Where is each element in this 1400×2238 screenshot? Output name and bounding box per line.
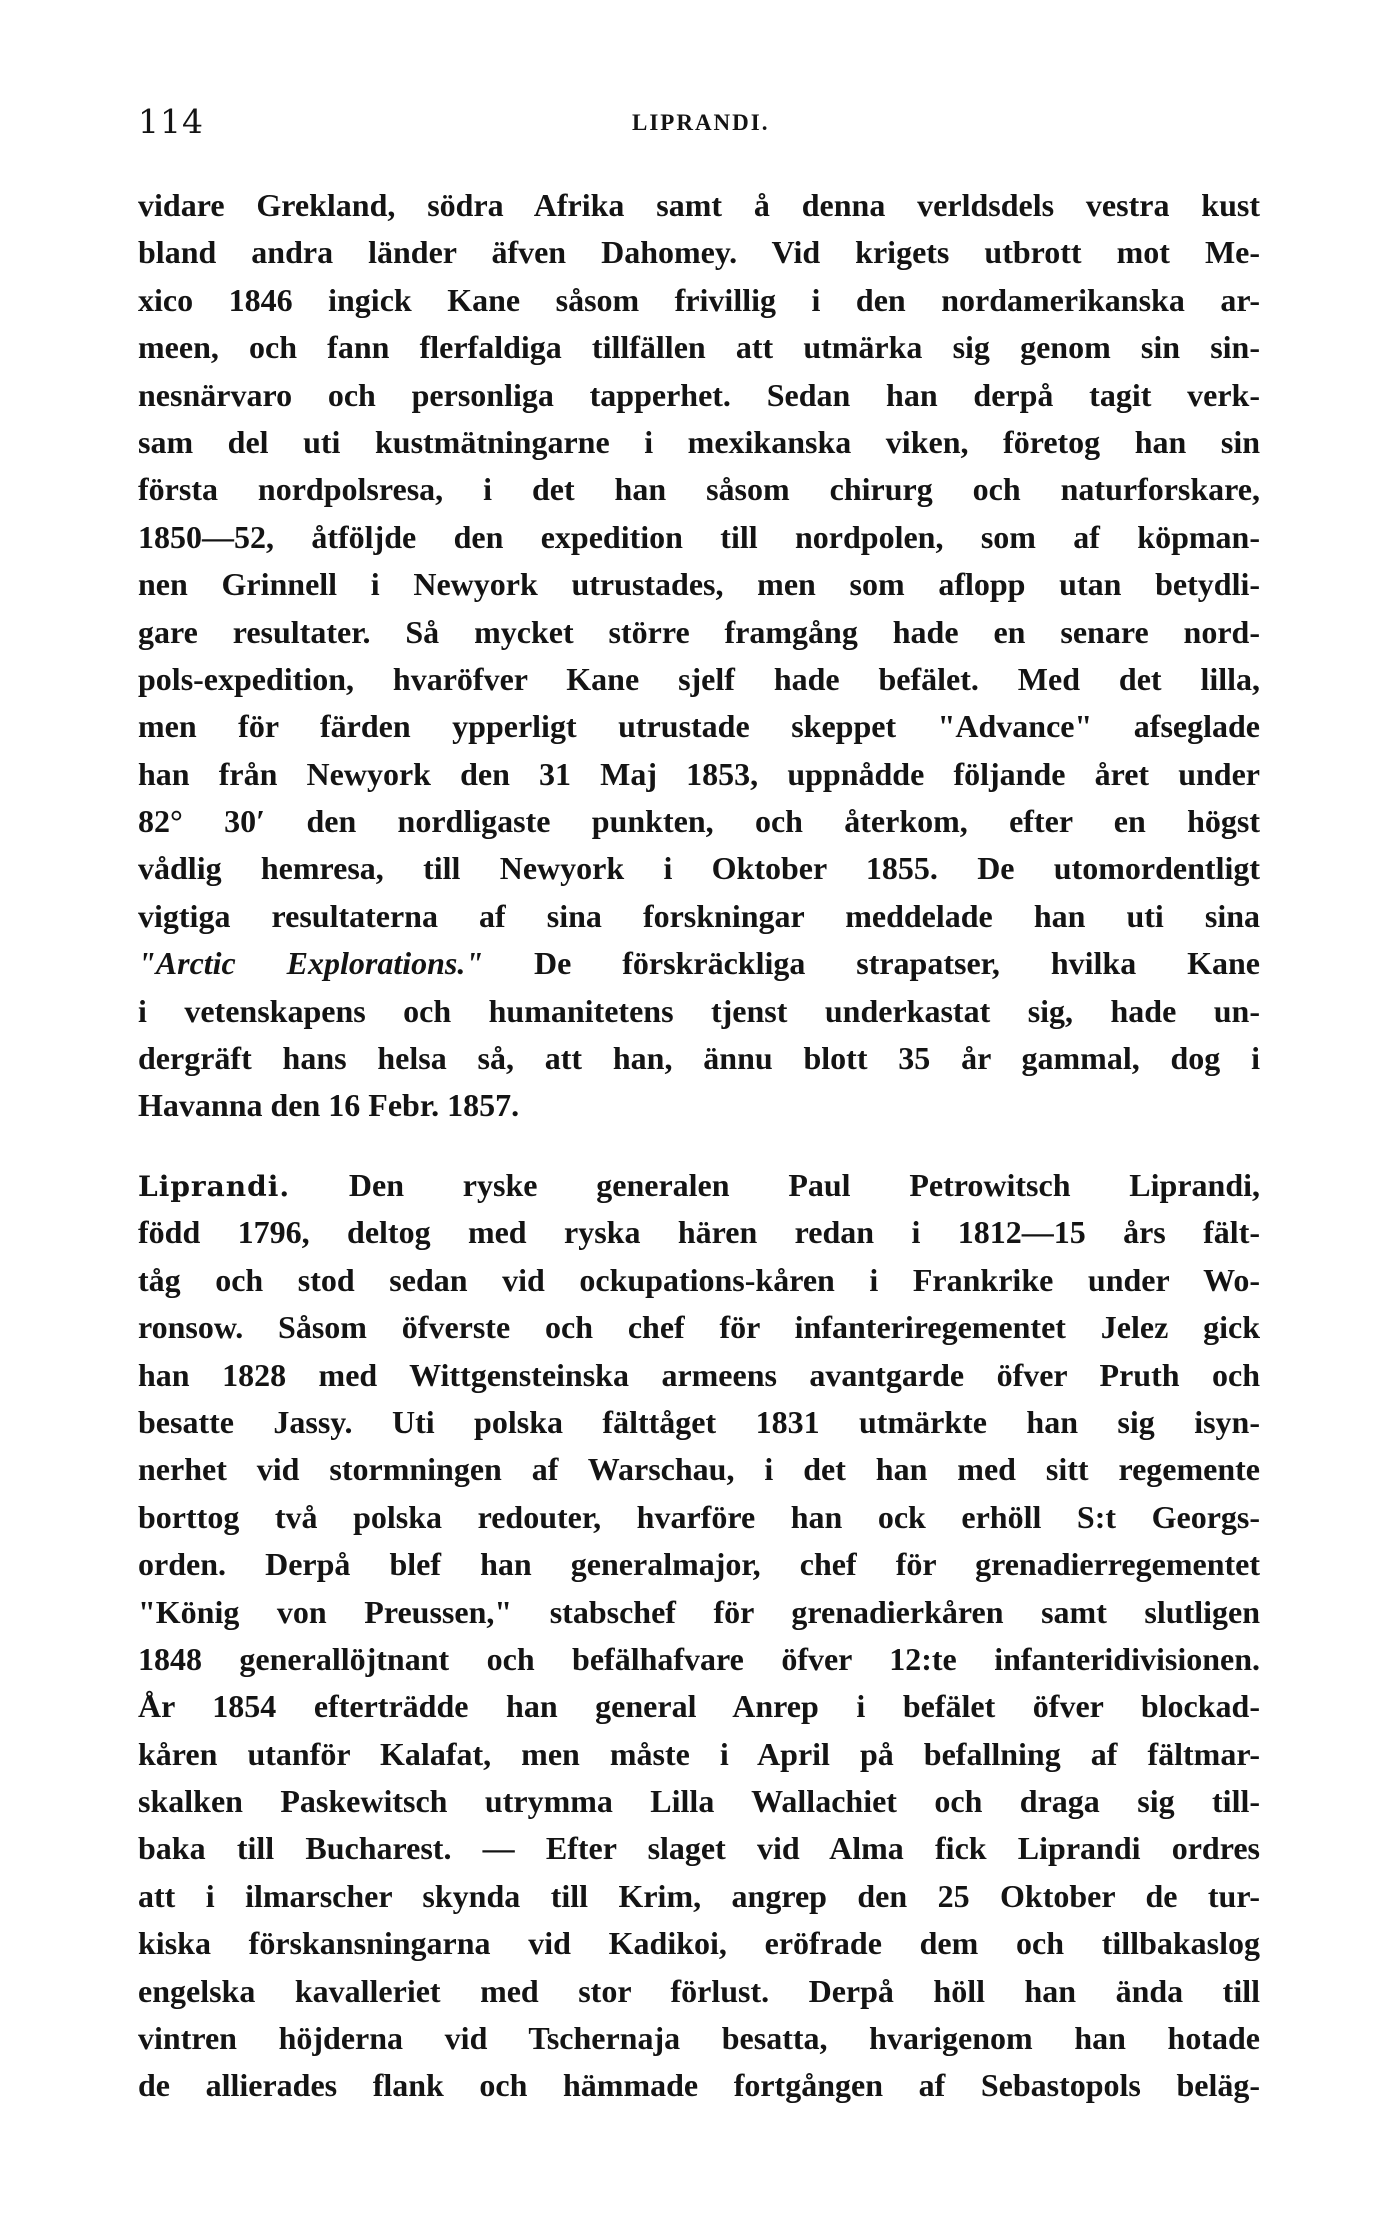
- text-line: men för färden ypperligt utrustade skeppet "Advance" afseglade: [138, 708, 1260, 745]
- text-line: 82° 30′ den nordligaste punkten, och återkom, efter en högst: [138, 803, 1260, 840]
- text-line: bland andra länder äfven Dahomey. Vid krigets utbrott mot Me-: [138, 234, 1260, 271]
- text-line: pols-expedition, hvaröfver Kane sjelf hade befälet. Med det lilla,: [138, 660, 1260, 697]
- text-line: År 1854 efterträdde han general Anrep i befälet öfver blockad-: [138, 1688, 1260, 1725]
- text-line: kåren utanför Kalafat, men måste i April på befallning af fältmar-: [138, 1735, 1260, 1772]
- text-fragment: Den ryske generalen Paul Petrowitsch Liprandi,: [290, 1167, 1260, 1203]
- text-line: gare resultater. Så mycket större framgång hade en senare nord-: [138, 613, 1260, 650]
- text-line: de allierades flank och hämmade fortgången af Sebastopols beläg-: [138, 2067, 1260, 2104]
- text-line: Havanna den 16 Febr. 1857.: [138, 1087, 520, 1124]
- text-line: baka till Bucharest. — Efter slaget vid Alma fick Liprandi ordres: [138, 1830, 1260, 1867]
- text-line: tåg och stod sedan vid ockupations-kåren i Frankrike under Wo-: [138, 1261, 1260, 1298]
- paragraph-kane: [138, 182, 1260, 1130]
- running-head: [138, 102, 1260, 152]
- text-line: borttog två polska redouter, hvarföre han ock erhöll S:t Georgs-: [138, 1498, 1260, 1535]
- text-line: ronsow. Såsom öfverste och chef för infanteriregementet Jelez gick: [138, 1309, 1260, 1346]
- text-line: 1850—52, åtföljde den expedition till nordpolen, som af köpman-: [138, 518, 1260, 555]
- text-line: skalken Paskewitsch utrymma Lilla Wallachiet och draga sig till-: [138, 1783, 1260, 1820]
- text-line: nesnärvaro och personliga tapperhet. Sedan han derpå tagit verk-: [138, 376, 1260, 413]
- text-line: han 1828 med Wittgensteinska armeens avantgarde öfver Pruth och: [138, 1356, 1260, 1393]
- text-line: nerhet vid stormningen af Warschau, i det han med sitt regemente: [138, 1451, 1260, 1488]
- text-line: vådlig hemresa, till Newyork i Oktober 1855. De utomordentligt: [138, 850, 1260, 887]
- text-line: "König von Preussen," stabschef för grenadierkåren samt slutligen: [138, 1593, 1260, 1630]
- text-line: vidare Grekland, södra Afrika samt å denna verldsdels vestra kust: [138, 187, 1260, 223]
- paragraph-liprandi: [138, 1162, 1260, 2110]
- text-line: nen Grinnell i Newyork utrustades, men som aflopp utan betydli-: [138, 566, 1260, 603]
- text-line: dergräft hans helsa så, att han, ännu blott 35 år gammal, dog i: [138, 1040, 1260, 1077]
- text-line: vintren höjderna vid Tschernaja besatta, hvarigenom han hotade: [138, 2020, 1260, 2057]
- text-line-with-headword: [138, 1162, 1260, 1209]
- text-line: engelska kavalleriet med stor förlust. Derpå höll han ända till: [138, 1972, 1260, 2009]
- text-line: meen, och fann flerfaldiga tillfällen att utmärka sig genom sin sin-: [138, 329, 1260, 366]
- text-line: född 1796, deltog med ryska hären redan i 1812—15 års fält-: [138, 1214, 1260, 1251]
- text-line: 1848 generallöjtnant och befälhafvare öfver 12:te infanteridivisionen.: [138, 1640, 1260, 1677]
- text-line: kiska förskansningarna vid Kadikoi, eröfrade dem och tillbakaslog: [138, 1925, 1260, 1962]
- entry-headword: Liprandi.: [138, 1170, 291, 1203]
- text-line-with-title: [138, 940, 1260, 987]
- text-line: han från Newyork den 31 Maj 1853, uppnådde följande året under: [138, 755, 1260, 792]
- text-fragment: De förskräckliga strapatser, hvilka Kane: [483, 945, 1261, 982]
- text-line: första nordpolsresa, i det han såsom chirurg och naturforskare,: [138, 471, 1260, 508]
- text-line: i vetenskapens och humanitetens tjenst underkastat sig, hade un-: [138, 992, 1260, 1029]
- text-line: vigtiga resultaterna af sina forskningar meddelade han uti sina: [138, 897, 1260, 934]
- text-line: orden. Derpå blef han generalmajor, chef för grenadierregementet: [138, 1546, 1260, 1583]
- page-number: 114: [138, 102, 204, 141]
- text-line: sam del uti kustmätningarne i mexikanska viken, företog han sin: [138, 423, 1260, 460]
- text-line: xico 1846 ingick Kane såsom frivillig i den nordamerikanska ar-: [138, 281, 1260, 318]
- text-line: att i ilmarscher skynda till Krim, angrep den 25 Oktober de tur-: [138, 1877, 1260, 1914]
- running-title: LIPRANDI.: [632, 110, 770, 135]
- text-line: besatte Jassy. Uti polska fälttåget 1831 utmärkte han sig isyn-: [138, 1403, 1260, 1440]
- work-title: "Arctic Explorations.": [138, 945, 484, 982]
